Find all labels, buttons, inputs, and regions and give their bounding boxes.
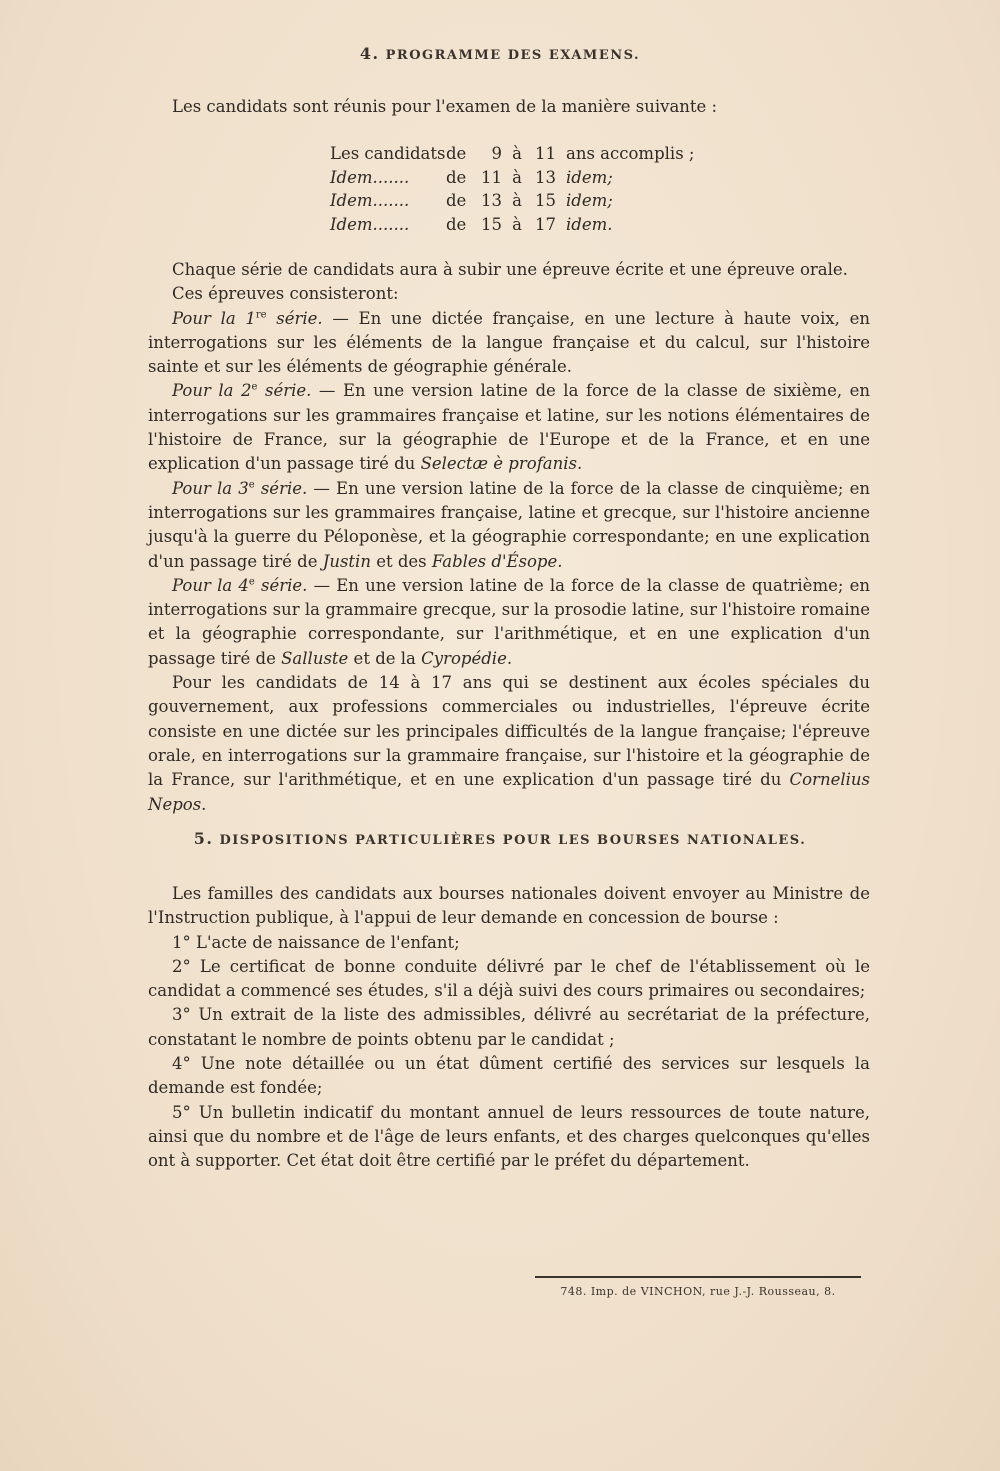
age-to: 17 (535, 214, 556, 234)
age-row (330, 166, 694, 190)
section-4-body (148, 258, 870, 817)
special-schools-paragraph (148, 671, 870, 817)
work-title: Cornelius Nepos. (148, 770, 870, 814)
serie-text: — En une version latine de la force de la classe de sixième, en interrogations sur les grammaires française et latine, sur les notions élémentaires de l'histoire de France, sur la géographie de l'Europe et de la France, et en une explication d'un passage tiré du (148, 381, 870, 474)
age-a: à (512, 144, 522, 163)
age-from: 11 (481, 167, 502, 187)
paragraph: Les familles des candidats aux bourses nationales doivent envoyer au Ministre de l'Instruction publique, à l'appui de leur demande en concession de bourse : (148, 884, 870, 928)
serie-text: — En une dictée française, en une lecture à haute voix, en interrogations sur les éléments de la langue française et du calcul, sur l'histoire sainte et sur les éléments de géographie générale. (148, 308, 871, 377)
serie-1-paragraph (148, 307, 870, 380)
age-row (330, 142, 694, 166)
age-from: 9 (491, 144, 502, 163)
section-number: 5. (193, 829, 214, 848)
section-4-intro (148, 95, 870, 119)
serie-lead2: série. (260, 478, 308, 498)
age-label: Idem....... (330, 167, 410, 187)
serie-lead2: série. (260, 575, 308, 595)
serie-lead: Pour la 1 (172, 308, 256, 328)
paragraph-text: Pour les candidats de 14 à 17 ans qui se destinent aux écoles spéciales du gouvernement, aux professions commerciales ou industrielles, l'épreuve écrite consiste en une dictée sur les principales difficultés de la langue française; l'épreuve orale, en interrogations sur la grammaire française, sur l'histoire et la géographie de la France, sur l'arithmétique, et en une explication d'un passage tiré du (148, 673, 870, 790)
list-item: 4° Une note détaillée ou un état dûment certifié des services sur lesquels la demande est fondée; (148, 1054, 870, 1098)
age-to: 11 (535, 144, 556, 163)
age-a: à (512, 167, 522, 187)
age-unit: idem; (566, 191, 613, 210)
section-4-heading (0, 44, 1000, 63)
list-item: 1° L'acte de naissance de l'enfant; (172, 932, 460, 952)
age-table (330, 142, 694, 236)
age-label: Idem....... (330, 191, 410, 210)
age-unit: ans accomplis ; (566, 144, 695, 163)
age-row (330, 213, 694, 237)
serie-2-paragraph (148, 379, 870, 476)
serie-text: — En une version latine de la force de la classe de quatrième; en interrogations sur la grammaire grecque, sur la prosodie latine, sur l'histoire romaine et la géographie correspondante, sur l'arithmétique, et en une explication d'un passage tiré de (148, 575, 870, 668)
serie-text: — En une version latine de la force de la classe de cinquième; en interrogations sur les grammaires française, latine et grecque, sur l'histoire ancienne jusqu'à la guerre du Péloponèse, et la géographie correspondante; en une explication d'un passage tiré de (148, 478, 871, 571)
work-title: Cyropédie. (421, 648, 513, 668)
serie-sup: e (248, 479, 255, 491)
list-item: 5° Un bulletin indicatif du montant annuel de leurs ressources de toute nature, ainsi que du nombre et de l'âge de leurs enfants, et des charges quelconques qu'elles ont à supporter. Cet état doit être certifié par le préfet du département. (148, 1102, 870, 1171)
paragraph: Les candidats sont réunis pour l'examen de la manière suivante : (172, 97, 718, 116)
list-item: 2° Le certificat de bonne conduite délivré par le chef de l'établissement où le candidat a commencé ses études, s'il a déjà suivi des cours primaires ou secondaires; (148, 956, 870, 1001)
age-de: de (446, 144, 467, 163)
list-item: 3° Un extrait de la liste des admissibles, délivré au secrétariat de la préfecture, constatant le nombre de points obtenu par le candidat ; (148, 1005, 870, 1049)
serie-text: et de la (348, 648, 422, 668)
age-to: 15 (535, 191, 556, 210)
age-unit: idem. (566, 214, 613, 234)
age-de: de (446, 214, 467, 234)
section-title: DISPOSITIONS PARTICULIÈRES POUR LES BOURSES NATIONALES. (219, 833, 807, 848)
section-title: PROGRAMME DES EXAMENS. (385, 48, 641, 63)
printer-imprint: 748. Imp. de VINCHON, rue J.-J. Rousseau, 8. (560, 1285, 836, 1298)
serie-3-paragraph (148, 477, 870, 574)
serie-lead: Pour la 2 (172, 381, 252, 401)
age-de: de (446, 167, 467, 187)
section-5-heading (0, 829, 1000, 848)
paragraph: Ces épreuves consisteront: (172, 284, 399, 304)
work-title: Fables d'Ésope. (431, 551, 563, 571)
work-title: Salluste (281, 648, 349, 668)
age-unit: idem; (566, 167, 613, 187)
section-number: 4. (359, 44, 380, 63)
footer-rule (535, 1276, 861, 1278)
section-5-body (148, 882, 870, 1174)
age-row (330, 189, 694, 213)
paragraph: Chaque série de candidats aura à subir une épreuve écrite et une épreuve orale. (172, 260, 848, 279)
age-de: de (446, 191, 467, 210)
serie-text: et des (370, 551, 432, 571)
age-to: 13 (535, 167, 556, 187)
age-label: Les candidats (330, 144, 446, 163)
age-from: 13 (481, 191, 502, 210)
serie-lead: Pour la 3 (172, 478, 249, 498)
age-label: Idem....... (330, 214, 410, 234)
age-from: 15 (481, 214, 502, 234)
work-title: Justin (322, 551, 371, 571)
serie-lead: Pour la 4 (172, 575, 249, 595)
serie-4-paragraph (148, 574, 870, 671)
serie-sup: re (255, 309, 267, 321)
age-a: à (512, 191, 522, 210)
serie-sup: e (251, 381, 258, 393)
serie-lead2: série. (276, 308, 323, 328)
age-a: à (512, 214, 522, 234)
serie-lead2: série. (265, 381, 312, 401)
serie-sup: e (248, 576, 255, 588)
work-title: Selectæ è profanis. (420, 454, 583, 474)
